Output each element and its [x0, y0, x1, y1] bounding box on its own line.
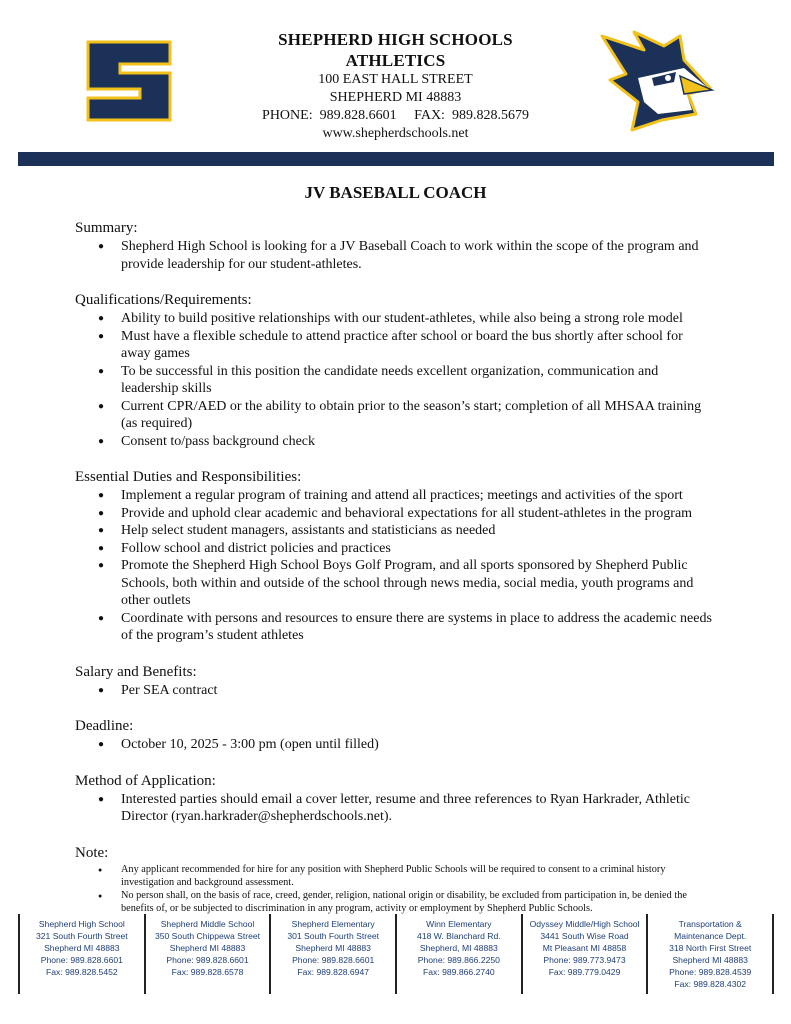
list-item: ● Help select student managers, assistants and statisticians as needed	[75, 522, 715, 540]
letterhead	[200, 29, 591, 143]
job-posting-body	[75, 219, 715, 915]
dept-name-cont: Maintenance Dept.	[674, 931, 747, 941]
list-item: ● Follow school and district policies and practices	[75, 540, 715, 558]
dept-name: Transportation &	[678, 919, 742, 929]
school-address: 321 South Fourth Street	[35, 931, 128, 941]
school-address: 350 South Chippewa Street	[154, 931, 261, 941]
section-summary	[75, 219, 715, 273]
footer-divider	[772, 914, 774, 994]
org-name-line1: SHEPHERD HIGH SCHOOLS	[278, 30, 513, 49]
section-note	[75, 844, 715, 915]
list-item: ● Ability to build positive relationships with our student-athletes, while also being a strong role model	[75, 310, 715, 328]
header-divider-bar	[18, 152, 774, 166]
school-phone: Phone: 989.828.6601	[40, 955, 123, 965]
school-address: 301 South Fourth Street	[287, 931, 380, 941]
school-city: Shepherd MI 48883	[44, 943, 120, 953]
footer-school-shepherd-high	[20, 914, 144, 994]
dept-fax: Fax: 989.828.4302	[674, 979, 747, 989]
section-heading: Deadline:	[75, 718, 134, 734]
section-heading: Qualifications/Requirements:	[75, 292, 252, 308]
section-duties	[75, 468, 715, 645]
school-city: Mt Pleasant MI 48858	[542, 943, 627, 953]
school-city: Shepherd MI 48883	[295, 943, 371, 953]
phone-fax: PHONE: 989.828.6601 FAX: 989.828.5679	[262, 108, 529, 123]
school-phone: Phone: 989.866.2250	[417, 955, 500, 965]
list-item: ● Consent to/pass background check	[75, 433, 715, 451]
school-name: Odyssey Middle/High School	[529, 919, 640, 929]
school-name: Shepherd Middle School	[160, 919, 255, 929]
section-application	[75, 772, 715, 826]
section-qualifications	[75, 291, 715, 450]
footer-school-directory	[18, 914, 774, 994]
page-title: JV BASEBALL COACH	[304, 183, 487, 202]
dept-address: 318 North First Street	[669, 943, 752, 953]
school-city: Shepherd MI 48883	[169, 943, 246, 953]
list-item: ● Implement a regular program of training and attend all practices; meetings and activities of the sport	[75, 487, 715, 505]
school-phone: Phone: 989.828.6601	[166, 955, 249, 965]
website: www.shepherdschools.net	[322, 126, 469, 141]
city: SHEPHERD MI 48883	[329, 90, 462, 105]
section-deadline	[75, 717, 715, 754]
org-name-line2: ATHLETICS	[345, 51, 446, 70]
list-item: ● Any applicant recommended for hire for any position with Shepherd Public Schools will be required to consent to a criminal history investigation and background assessment.	[75, 863, 715, 889]
school-name: Shepherd Elementary	[291, 919, 375, 929]
school-address: 3441 South Wise Road	[540, 931, 629, 941]
school-fax: Fax: 989.866.2740	[423, 967, 495, 977]
list-item: ● Interested parties should email a cover letter, resume and three references to Ryan Harkrader, Athletic Director (ryan.harkrader@shepherdschools.net).	[75, 791, 715, 826]
section-heading: Summary:	[75, 220, 138, 236]
list-item: ● Shepherd High School is looking for a JV Baseball Coach to work within the scope of the program and provide leadership for our student-athletes.	[75, 238, 715, 273]
dept-city: Shepherd MI 48883	[672, 955, 748, 965]
section-heading: Essential Duties and Responsibilities:	[75, 469, 302, 485]
s-logo-shape	[88, 42, 170, 120]
list-item: ● Per SEA contract	[75, 682, 715, 700]
school-fax: Fax: 989.828.6947	[297, 967, 370, 977]
school-fax: Fax: 989.828.5452	[46, 967, 118, 977]
school-address: 418 W. Blanchard Rd.	[417, 931, 501, 941]
list-item: ● Promote the Shepherd High School Boys Golf Program, and all sports sponsored by Shepherd Public Schools, both within and outside of the school through news media, social media, youth programs and other outlets	[75, 557, 715, 610]
list-item: ● Provide and uphold clear academic and behavioral expectations for all student-athletes in the program	[75, 505, 715, 523]
footer-school-odyssey	[523, 914, 647, 994]
list-item: ● October 10, 2025 - 3:00 pm (open until filled)	[75, 736, 715, 754]
section-heading: Note:	[75, 844, 109, 861]
list-item: ● Must have a flexible schedule to attend practice after school or board the bus shortly after school for away games	[75, 328, 715, 363]
section-salary	[75, 663, 715, 700]
shepherd-s-logo	[84, 38, 174, 124]
footer-school-shepherd-middle	[146, 914, 270, 994]
school-name: Shepherd High School	[38, 919, 125, 929]
footer-school-winn-elementary	[397, 914, 521, 994]
list-item: ● No person shall, on the basis of race, creed, gender, religion, national origin or disability, be excluded from participation in, be denied the benefits of, or be subjected to discrimination in any program, activity or employment by Shepherd Public Schools.	[75, 889, 715, 915]
dept-phone: Phone: 989.828.4539	[669, 967, 752, 977]
section-heading: Method of Application:	[75, 772, 216, 789]
list-item: ● Coordinate with persons and resources to ensure there are systems in place to address the academic needs of the program’s student athletes	[75, 610, 715, 645]
footer-transportation-maintenance	[648, 914, 772, 994]
school-name: Winn Elementary	[426, 919, 492, 929]
school-city: Shepherd, MI 48883	[419, 943, 498, 953]
section-heading: Salary and Benefits:	[75, 663, 197, 680]
school-phone: Phone: 989.828.6601	[292, 955, 375, 965]
list-item: ● To be successful in this position the candidate needs excellent organization, communication and leadership skills	[75, 363, 715, 398]
list-item: ● Current CPR/AED or the ability to obtain prior to the season’s start; completion of all MHSAA training (as required)	[75, 398, 715, 433]
footer-school-shepherd-elementary	[271, 914, 395, 994]
school-phone: Phone: 989.773.9473	[543, 955, 626, 965]
address: 100 EAST HALL STREET	[318, 72, 473, 87]
bluejay-mascot-logo	[592, 28, 718, 134]
school-fax: Fax: 989.779.0429	[548, 967, 621, 977]
school-fax: Fax: 989.828.6578	[171, 967, 244, 977]
